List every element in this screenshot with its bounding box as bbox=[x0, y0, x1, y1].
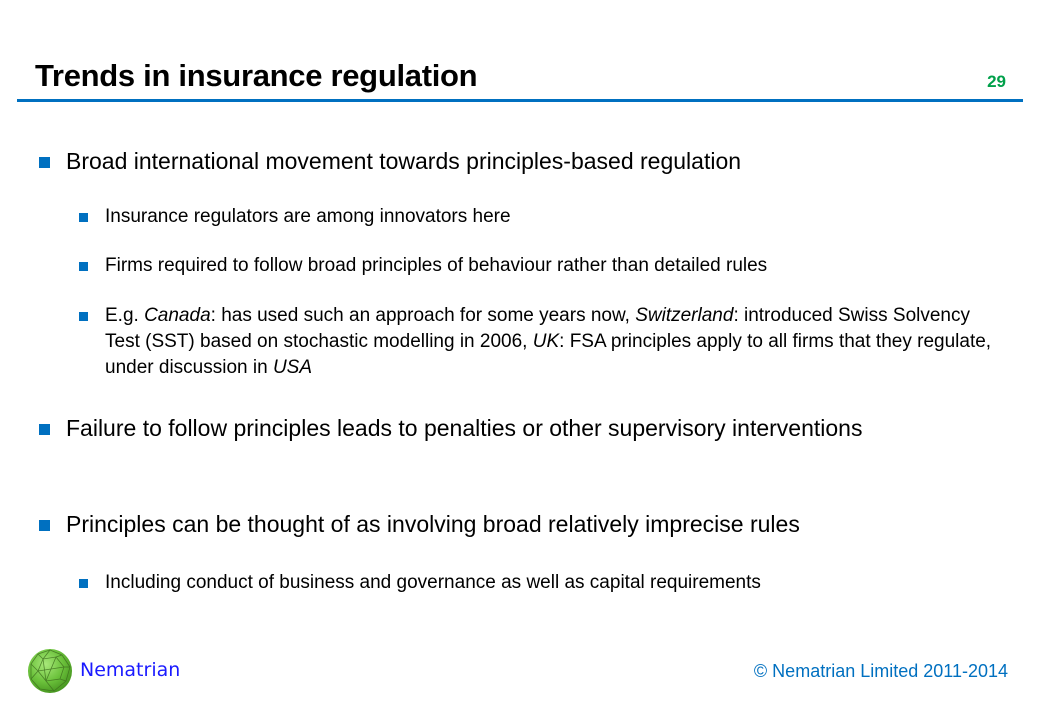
slide-title: Trends in insurance regulation bbox=[35, 58, 478, 93]
bullet-level2: Insurance regulators are among innovators here bbox=[105, 206, 511, 227]
bullet-level1: Broad international movement towards principles-based regulation bbox=[66, 148, 742, 174]
bullet-level2: Including conduct of business and governance as well as capital requirements bbox=[105, 572, 761, 593]
bullet-marker-icon bbox=[39, 520, 50, 531]
bullet-marker-icon bbox=[79, 213, 88, 222]
bullet-marker-icon bbox=[39, 157, 50, 168]
country-switzerland: Switzerland bbox=[635, 305, 734, 326]
bullet-level2-examples: E.g. Canada: has used such an approach for some years now, Switzerland: introduced Swiss Solvency Test (SST) based on stochastic modelling in 2006, UK: FSA principles apply to all firms that they regulate, under discussion in USA bbox=[105, 305, 992, 378]
bullet-level1: Failure to follow principles leads to penalties or other supervisory interventions bbox=[66, 415, 863, 441]
bullet-marker-icon bbox=[79, 579, 88, 588]
brand-name: Nematrian bbox=[80, 659, 181, 681]
bullet-level2: Firms required to follow broad principles of behaviour rather than detailed rules bbox=[105, 255, 768, 276]
bullet-level1: Principles can be thought of as involving broad relatively imprecise rules bbox=[66, 511, 800, 537]
page-number: 29 bbox=[987, 72, 1006, 91]
country-canada: Canada bbox=[144, 305, 211, 326]
polyhedron-logo-icon bbox=[26, 647, 74, 695]
bullet-marker-icon bbox=[79, 262, 88, 271]
country-uk: UK bbox=[532, 331, 560, 352]
country-usa: USA bbox=[272, 357, 313, 378]
bullet-marker-icon bbox=[39, 424, 50, 435]
title-divider bbox=[17, 99, 1023, 102]
bullet-marker-icon bbox=[79, 312, 88, 321]
copyright-notice: © Nematrian Limited 2011-2014 bbox=[753, 661, 1008, 681]
